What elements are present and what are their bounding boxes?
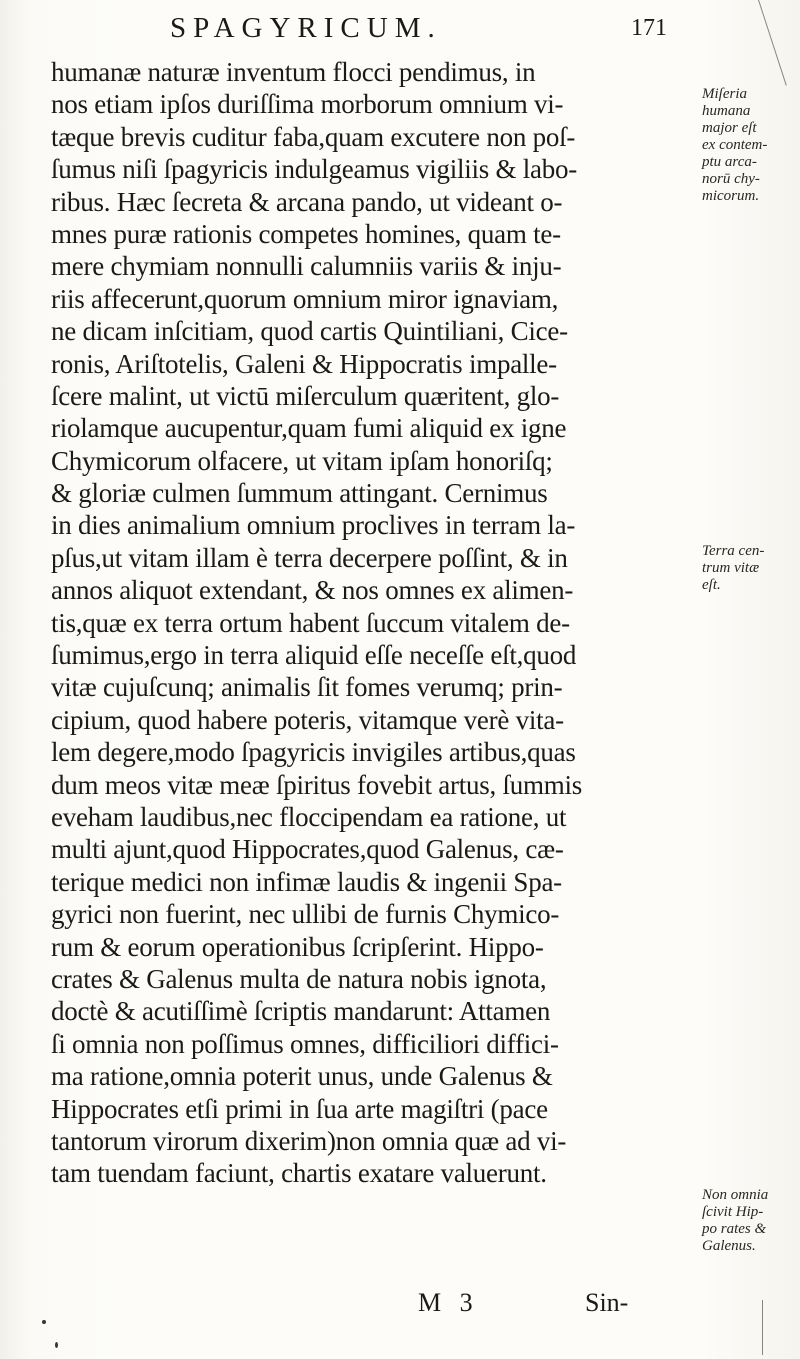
main-text-block [51,56,701,1190]
text-line: gyrici non fuerint, nec ullibi de furnis Chymico- [51,899,560,930]
text-line: humanæ naturæ inventum flocci pendimus, in [51,57,536,87]
text-line: mere chymiam nonnulli calumniis variis & inju- [51,251,562,282]
text-line: tæque brevis cuditur faba,quam excutere non poſ- [51,121,576,152]
catchword: Sin- [585,1288,629,1317]
page-number: 171 [631,15,667,41]
text-line: tis,quæ ex terra ortum habent ſuccum vitalem de- [51,607,570,638]
margin-note-line: Terra cen- [702,543,765,559]
text-line: lem degere,modo ſpagyricis invigiles artibus,quas [51,737,576,768]
margin-note-line: norū chy- [702,171,760,187]
text-line: multi ajunt,quod Hippocrates,quod Galenus, cæ- [51,834,564,865]
margin-note-line: po rates & [702,1221,767,1237]
text-line: ma ratione,omnia poterit unus, unde Galenus & [51,1061,553,1092]
text-line: ſumimus,ergo in terra aliquid eſſe neceſſe eſt,quod [51,640,577,671]
text-line: riis affecerunt,quorum omnium miror ignaviam, [51,283,559,314]
text-line: ſumus niſi ſpagyricis indulgeamus vigiliis & labo- [51,154,577,185]
text-line: terique medici non infimæ laudis & ingenii Spa- [51,866,562,897]
ink-speck [42,1320,46,1324]
text-line: eveham laudibus,nec floccipendam ea ratione, ut [51,801,567,832]
margin-note-line: Galenus. [702,1238,756,1254]
running-head-title: SPAGYRICUM. [170,12,442,44]
margin-note-line: ſcivit Hip- [702,1204,764,1220]
text-line: tantorum virorum dixerim)non omnia quæ ad vi- [51,1125,567,1156]
text-line: annos aliquot extendant, & nos omnes ex alimen- [51,575,574,606]
margin-note-line: humana [702,103,751,119]
text-line: riolamque aucupentur,quam fumi aliquid ex igne [51,413,567,444]
text-line: tam tuendam faciunt, chartis exatare valuerunt. [51,1158,547,1189]
page-edge-line-bottom [762,1300,763,1355]
text-line: Chymicorum olfacere, ut vitam ipſam honoriſq; [51,445,553,476]
ink-speck [55,1342,58,1348]
signature-mark: M 3 [418,1288,479,1317]
margin-note-line: ex contem- [702,137,768,153]
text-line: crates & Galenus multa de natura nobis ignota, [51,963,547,994]
margin-note-line: ptu arca- [702,154,757,170]
margin-note-line: major eſt [702,120,757,136]
text-line: dum meos vitæ meæ ſpiritus fovebit artus, ſummis [51,769,582,800]
text-line: ſi omnia non poſſimus omnes, difficiliori diffici- [51,1028,559,1059]
text-line: Hippocrates etſi primi in ſua arte magiſtri (pace [51,1093,548,1124]
margin-note-line: Miſeria [702,86,747,102]
text-line: mnes puræ rationis competes homines, quam te- [51,218,561,249]
text-line: vitæ cujuſcunq; animalis ſit fomes verumq; prin- [51,672,563,703]
margin-note-line: micorum. [702,188,760,204]
text-line: rum & eorum operationibus ſcripſerint. Hippo- [51,931,544,962]
text-line: ſcere malint, ut victū miſerculum quæritent, glo- [51,380,560,411]
margin-note-line: eſt. [702,577,721,593]
text-line: cipium, quod habere poteris, vitamque verè vita- [51,704,564,735]
margin-note-line: trum vitæ [702,560,760,576]
page-edge-line [758,0,787,86]
text-line: ribus. Hæc ſecreta & arcana pando, ut videant o- [51,186,563,217]
text-line: doctè & acutiſſimè ſcriptis mandarunt: Attamen [51,996,551,1027]
text-line: & gloriæ culmen ſummum attingant. Cernimus [51,478,548,509]
margin-note-line: Non omnia [702,1187,769,1203]
text-line: in dies animalium omnium proclives in terram la- [51,510,576,541]
text-line: pſus,ut vitam illam è terra decerpere poſſint, & in [51,542,568,573]
text-line: ronis, Ariſtotelis, Galeni & Hippocratis impalle- [51,348,557,379]
text-line: ne dicam inſcitiam, quod cartis Quintiliani, Cice- [51,316,568,347]
text-line: nos etiam ipſos duriſſima morborum omnium vi- [51,89,564,120]
